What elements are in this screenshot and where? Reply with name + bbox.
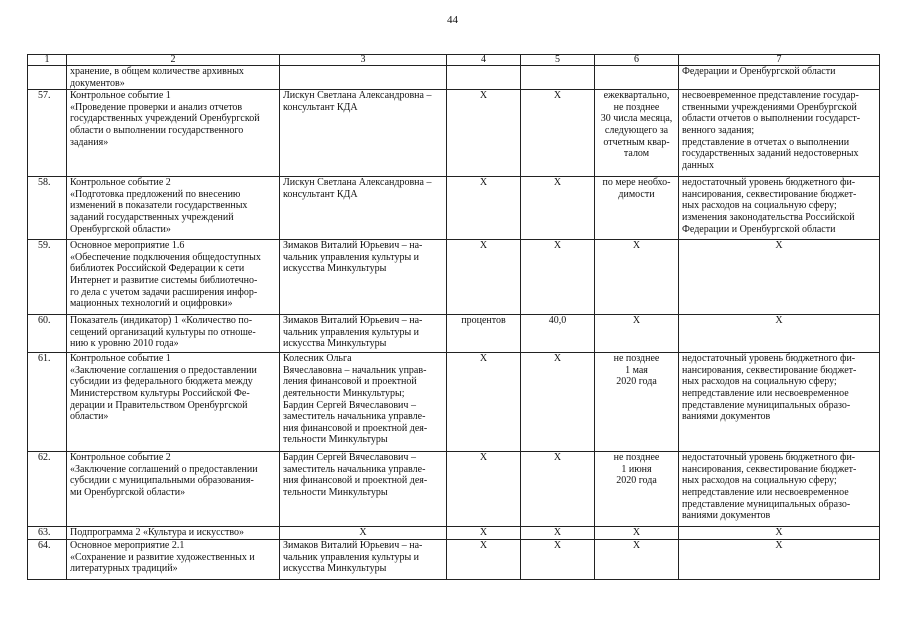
risk-cell: Х bbox=[679, 540, 880, 580]
row-number: 63. bbox=[28, 527, 67, 540]
responsible-cell: Зимаков Виталий Юрьевич – на- чальник управления культуры и искусства Минкультуры bbox=[280, 540, 447, 580]
table-row bbox=[28, 240, 880, 315]
col-header: 6 bbox=[595, 55, 679, 66]
table-row bbox=[28, 315, 880, 353]
responsible-cell: Х bbox=[280, 527, 447, 540]
value-cell bbox=[521, 66, 595, 90]
unit-cell: Х bbox=[447, 177, 521, 240]
responsible-cell: Бардин Сергей Вячеславович – заместитель начальника управле- ния финансовой и проектной дея- тельности Минкультуры bbox=[280, 452, 447, 527]
deadline-cell: не позднее 1 июня 2020 года bbox=[595, 452, 679, 527]
col-header: 1 bbox=[28, 55, 67, 66]
value-cell: Х bbox=[521, 240, 595, 315]
risk-cell: недостаточный уровень бюджетного фи- нансирования, секвестирование бюджет- ных расходов на социальную сферу; непредставление или несвоевременное представление муниципальных образо- ваниями документов bbox=[679, 353, 880, 452]
table-row bbox=[28, 177, 880, 240]
unit-cell: Х bbox=[447, 527, 521, 540]
row-number: 59. bbox=[28, 240, 67, 315]
col-header: 5 bbox=[521, 55, 595, 66]
risk-cell: Х bbox=[679, 240, 880, 315]
row-number: 58. bbox=[28, 177, 67, 240]
event-cell: Контрольное событие 2 «Подготовка предложений по внесению изменений в показатели государственных заданий государственных учреждений Оренбургской области» bbox=[67, 177, 280, 240]
value-cell: Х bbox=[521, 90, 595, 177]
deadline-cell: ежеквартально, не позднее 30 числа месяца, следующего за отчетным квар- талом bbox=[595, 90, 679, 177]
row-number: 64. bbox=[28, 540, 67, 580]
event-cell: Контрольное событие 2 «Заключение соглашений о предоставлении субсидии с муниципальными образования- ми Оренбургской области» bbox=[67, 452, 280, 527]
deadline-cell: Х bbox=[595, 315, 679, 353]
header-row bbox=[28, 55, 880, 66]
table-row bbox=[28, 452, 880, 527]
event-cell: Основное мероприятие 2.1 «Сохранение и развитие художественных и литературных традиций» bbox=[67, 540, 280, 580]
col-header: 2 bbox=[67, 55, 280, 66]
event-cell: хранение, в общем количестве архивных документов» bbox=[67, 66, 280, 90]
event-cell: Контрольное событие 1 «Заключение соглашения о предоставлении субсидии из федерального бюджета между Министерством культуры Российской Фе- дерации и Правительством Оренбургской области» bbox=[67, 353, 280, 452]
unit-cell: Х bbox=[447, 90, 521, 177]
deadline-cell: Х bbox=[595, 540, 679, 580]
col-header: 3 bbox=[280, 55, 447, 66]
risk-cell: недостаточный уровень бюджетного фи- нансирования, секвестирование бюджет- ных расходов на социальную сферу; непредставление или несвоевременное представление муниципальных образо- ваниями документов bbox=[679, 452, 880, 527]
table-row bbox=[28, 353, 880, 452]
col-header: 4 bbox=[447, 55, 521, 66]
value-cell: Х bbox=[521, 540, 595, 580]
deadline-cell: Х bbox=[595, 240, 679, 315]
responsible-cell bbox=[280, 66, 447, 90]
unit-cell: Х bbox=[447, 240, 521, 315]
unit-cell: процентов bbox=[447, 315, 521, 353]
risk-cell: Федерации и Оренбургской области bbox=[679, 66, 880, 90]
page-number: 44 bbox=[447, 14, 458, 26]
event-cell: Подпрограмма 2 «Культура и искусство» bbox=[67, 527, 280, 540]
value-cell: Х bbox=[521, 353, 595, 452]
risk-cell: несвоевременное представление государ- ственными учреждениями Оренбургской области отчетов о выполнении государст- венного задания; представление в отчетах о выполнении государственных заданий недостоверных данных bbox=[679, 90, 880, 177]
row-number bbox=[28, 66, 67, 90]
responsible-cell: Лискун Светлана Александровна – консультант КДА bbox=[280, 177, 447, 240]
unit-cell: Х bbox=[447, 452, 521, 527]
event-cell: Показатель (индикатор) 1 «Количество по- сещений организаций культуры по отноше- нию к уровню 2010 года» bbox=[67, 315, 280, 353]
row-number: 57. bbox=[28, 90, 67, 177]
unit-cell bbox=[447, 66, 521, 90]
responsible-cell: Зимаков Виталий Юрьевич – на- чальник управления культуры и искусства Минкультуры bbox=[280, 315, 447, 353]
value-cell: 40,0 bbox=[521, 315, 595, 353]
event-cell: Контрольное событие 1 «Проведение проверки и анализ отчетов государственных учреждений Оренбургской области о выполнении государственного задания» bbox=[67, 90, 280, 177]
table-row bbox=[28, 90, 880, 177]
plan-table bbox=[27, 54, 880, 580]
value-cell: Х bbox=[521, 527, 595, 540]
table-row bbox=[28, 66, 880, 90]
value-cell: Х bbox=[521, 452, 595, 527]
risk-cell: Х bbox=[679, 527, 880, 540]
responsible-cell: Колесник Ольга Вячеславовна – начальник управ- ления финансовой и проектной деятельности Минкультуры; Бардин Сергей Вячеславович – заместитель начальника управле- ния финансовой и проектной дея- тельности Минкультуры bbox=[280, 353, 447, 452]
row-number: 61. bbox=[28, 353, 67, 452]
event-cell: Основное мероприятие 1.6 «Обеспечение подключения общедоступных библиотек Российской Федерации к сети Интернет и развитие системы библиотечно- го дела с учетом задачи расширения инфор- мационных технологий и оцифровки» bbox=[67, 240, 280, 315]
table-row bbox=[28, 527, 880, 540]
risk-cell: Х bbox=[679, 315, 880, 353]
table-row bbox=[28, 540, 880, 580]
deadline-cell: по мере необхо- димости bbox=[595, 177, 679, 240]
deadline-cell bbox=[595, 66, 679, 90]
row-number: 60. bbox=[28, 315, 67, 353]
deadline-cell: Х bbox=[595, 527, 679, 540]
risk-cell: недостаточный уровень бюджетного фи- нансирования, секвестирование бюджет- ных расходов на социальную сферу; изменения законодательства Российской Федерации и Оренбургской области bbox=[679, 177, 880, 240]
responsible-cell: Лискун Светлана Александровна – консультант КДА bbox=[280, 90, 447, 177]
col-header: 7 bbox=[679, 55, 880, 66]
unit-cell: Х bbox=[447, 353, 521, 452]
value-cell: Х bbox=[521, 177, 595, 240]
unit-cell: Х bbox=[447, 540, 521, 580]
deadline-cell: не позднее 1 мая 2020 года bbox=[595, 353, 679, 452]
responsible-cell: Зимаков Виталий Юрьевич – на- чальник управления культуры и искусства Минкультуры bbox=[280, 240, 447, 315]
row-number: 62. bbox=[28, 452, 67, 527]
